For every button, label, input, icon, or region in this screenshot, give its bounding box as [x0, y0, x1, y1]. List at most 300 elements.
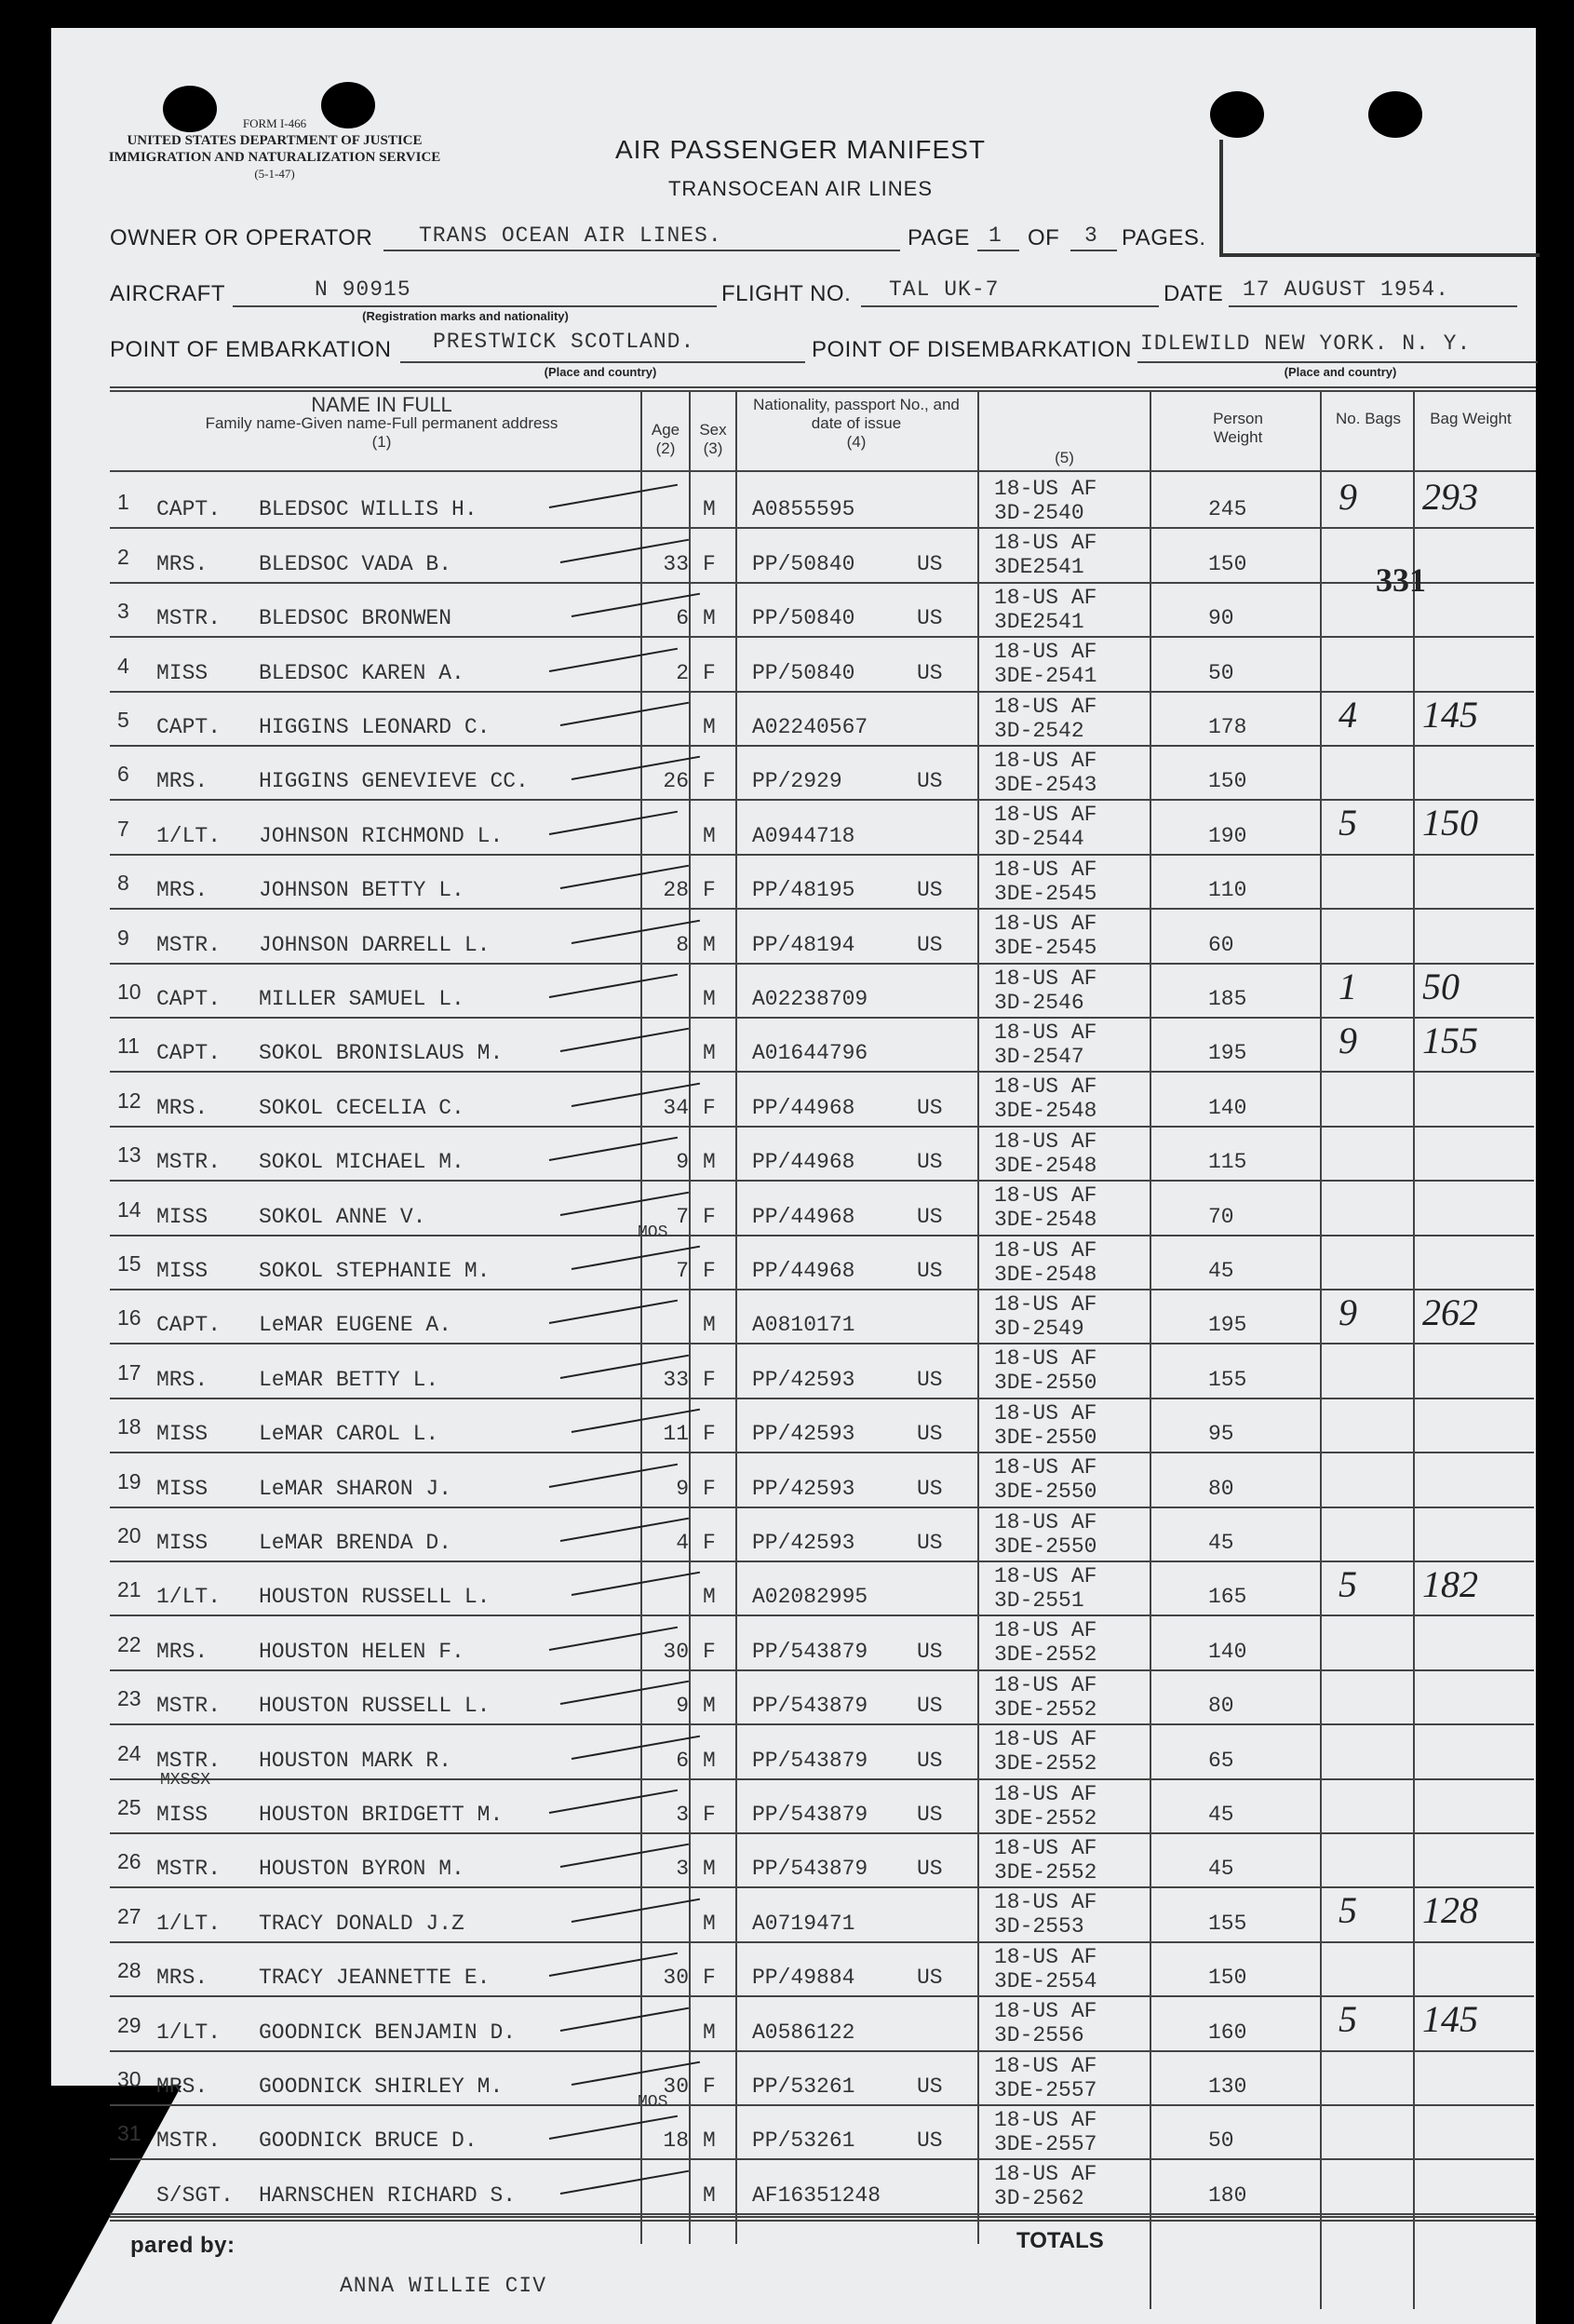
- row-col5-line2: 3DE2541: [994, 555, 1084, 580]
- row-bag-weight: 182: [1422, 1563, 1478, 1605]
- row-country: US: [917, 878, 943, 903]
- row-passport: PP/42593: [752, 1531, 855, 1555]
- row-title: MSTR.: [156, 1694, 222, 1719]
- row-passport: PP/50840: [752, 551, 855, 576]
- row-divider: [110, 1669, 1534, 1671]
- row-title: S/SGT.: [156, 2182, 234, 2208]
- row-title: 1/LT.: [156, 2020, 222, 2045]
- row-divider: [110, 1289, 1534, 1290]
- row-number: 12: [117, 1088, 141, 1113]
- col-header-nationality-label: Nationality, passport No., and date of issue: [753, 396, 960, 432]
- row-col5-line2: 3DE-2550: [994, 1480, 1097, 1505]
- row-number: 22: [117, 1631, 141, 1656]
- row-sex: M: [703, 1694, 716, 1719]
- col-divider-sex: [689, 391, 691, 2244]
- row-name: LeMAR BETTY L.: [259, 1367, 439, 1392]
- row-col5-line1: 18-US AF: [994, 640, 1097, 665]
- row-person-weight: 90: [1208, 606, 1234, 631]
- row-name: SOKOL ANNE V.: [259, 1204, 426, 1229]
- row-col5-line1: 18-US AF: [994, 912, 1097, 937]
- row-sex: F: [703, 1367, 716, 1392]
- row-sex: F: [703, 1966, 716, 1991]
- col-header-name-title: NAME IN FULL: [311, 393, 452, 416]
- row-col5-line1: 18-US AF: [994, 2053, 1097, 2078]
- row-number: 30: [117, 2067, 141, 2091]
- col-header-sex-label: Sex: [699, 421, 727, 439]
- row-col5-line2: 3D-2547: [994, 1045, 1084, 1069]
- row-number: 14: [117, 1196, 141, 1222]
- row-title: MRS.: [156, 2074, 209, 2099]
- row-col5-line1: 18-US AF: [994, 2108, 1097, 2132]
- row-bag-weight: 145: [1422, 693, 1478, 736]
- of-label: OF: [1028, 225, 1060, 250]
- row-passport: PP/50840: [752, 660, 855, 685]
- embarkation-value: PRESTWICK SCOTLAND.: [433, 330, 695, 354]
- row-col5-line1: 18-US AF: [994, 2162, 1097, 2187]
- aircraft-label: AIRCRAFT: [110, 281, 225, 306]
- row-country: US: [917, 1095, 943, 1120]
- row-col5-line1: 18-US AF: [994, 1999, 1097, 2024]
- row-name: HIGGINS GENEVIEVE CC.: [259, 769, 529, 794]
- row-number: 6: [117, 762, 129, 787]
- row-passport: PP/543879: [752, 1694, 868, 1719]
- row-country: US: [917, 1694, 943, 1719]
- row-passport: PP/53261: [752, 2074, 855, 2099]
- row-col5-line1: 18-US AF: [994, 1074, 1097, 1100]
- row-passport: PP/543879: [752, 1803, 868, 1827]
- row-name: HARNSCHEN RICHARD S.: [259, 2182, 517, 2208]
- row-col5-line2: 3DE-2548: [994, 1153, 1097, 1178]
- col-header-person-weight: Person Weight: [1213, 410, 1263, 446]
- row-divider: [110, 745, 1534, 747]
- row-passport: PP/42593: [752, 1476, 855, 1501]
- row-name: TRACY JEANNETTE E.: [259, 1966, 491, 1991]
- row-col5-line2: 3DE-2548: [994, 1208, 1097, 1233]
- col-header-age: [642, 421, 689, 458]
- row-divider: [110, 1941, 1534, 1943]
- row-title: MRS.: [156, 878, 209, 903]
- row-name: LeMAR SHARON J.: [259, 1476, 452, 1501]
- row-number: 20: [117, 1523, 141, 1547]
- row-sex: F: [703, 1639, 716, 1664]
- row-title-note: MXSSX: [160, 1770, 211, 1790]
- row-col5-line2: 3DE-2557: [994, 2077, 1097, 2102]
- row-person-weight: 45: [1208, 1531, 1234, 1555]
- row-person-weight: 245: [1208, 497, 1247, 522]
- row-sex: F: [703, 1803, 716, 1827]
- row-divider: [110, 2050, 1534, 2052]
- row-col5-line2: 3DE-2554: [994, 1968, 1097, 1993]
- row-col5-line1: 18-US AF: [994, 857, 1097, 882]
- row-country: US: [917, 660, 943, 685]
- totals-top-border: [110, 2216, 1536, 2218]
- row-number: 11: [117, 1034, 140, 1059]
- prepared-by-label: pared by:: [130, 2233, 235, 2258]
- row-number: 19: [117, 1468, 141, 1493]
- row-age: 30: [663, 1639, 689, 1664]
- row-divider: [110, 1561, 1534, 1562]
- col-header-bags: No. Bags: [1336, 410, 1401, 427]
- owner-value: TRANS OCEAN AIR LINES.: [419, 223, 722, 248]
- row-col5-line2: 3D-2546: [994, 990, 1084, 1015]
- row-sex: F: [703, 551, 716, 576]
- date-label: DATE: [1164, 281, 1224, 306]
- table-top-border: [110, 386, 1536, 388]
- table-header-border: [110, 470, 1536, 472]
- row-title: MSTR.: [156, 1857, 222, 1882]
- row-title: MISS: [156, 1476, 209, 1501]
- row-person-weight: 50: [1208, 660, 1234, 685]
- row-name: GOODNICK BRUCE D.: [259, 2128, 478, 2154]
- row-title: MRS.: [156, 1367, 209, 1392]
- row-country: US: [917, 2074, 943, 2099]
- aircraft-underline: [233, 305, 717, 307]
- row-age: 30: [663, 1966, 689, 1991]
- row-name: BLEDSOC BRONWEN: [259, 606, 452, 631]
- row-country: US: [917, 1422, 943, 1447]
- row-age: 9: [676, 1150, 689, 1175]
- row-number: 10: [117, 980, 141, 1004]
- row-divider: [110, 1886, 1534, 1888]
- row-sex: M: [703, 2020, 716, 2045]
- row-age: 33: [663, 551, 689, 576]
- row-passport: AF16351248: [752, 2182, 881, 2208]
- row-age: 11: [663, 1422, 689, 1447]
- row-col5-line2: 3D-2551: [994, 1588, 1084, 1613]
- row-person-weight: 130: [1208, 2074, 1247, 2099]
- row-passport: PP/44968: [752, 1204, 855, 1229]
- row-bags: 9: [1339, 476, 1357, 518]
- row-person-weight: 150: [1208, 769, 1247, 794]
- row-col5-line2: 3DE-2552: [994, 1751, 1097, 1777]
- row-number: 26: [117, 1849, 141, 1874]
- row-country: US: [917, 1204, 943, 1229]
- row-person-weight: 50: [1208, 2128, 1234, 2154]
- row-name: HOUSTON MARK R.: [259, 1748, 452, 1773]
- row-name: JOHNSON RICHMOND L.: [259, 823, 504, 848]
- col-header-age-label: Age: [651, 421, 680, 439]
- row-col5-line1: 18-US AF: [994, 1128, 1097, 1154]
- row-country: US: [917, 932, 943, 957]
- row-divider: [110, 1778, 1534, 1780]
- row-title: MISS: [156, 1259, 209, 1283]
- row-divider: [110, 1507, 1534, 1508]
- row-age: 4: [676, 1531, 689, 1555]
- row-title: MRS.: [156, 1966, 209, 1991]
- row-col5-line1: 18-US AF: [994, 477, 1097, 501]
- embarkation-label: POINT OF EMBARKATION: [110, 337, 392, 362]
- row-bags: 9: [1339, 1291, 1357, 1333]
- row-col5-line2: 3DE-2545: [994, 936, 1097, 961]
- row-col5-line1: 18-US AF: [994, 1400, 1097, 1425]
- row-person-weight: 80: [1208, 1694, 1234, 1719]
- row-person-weight: 60: [1208, 932, 1234, 957]
- row-divider: [110, 1995, 1534, 1997]
- row-name: JOHNSON DARRELL L.: [259, 932, 491, 957]
- row-sex: M: [703, 2128, 716, 2154]
- owner-underline: [383, 250, 900, 251]
- row-col5-line1: 18-US AF: [994, 1836, 1097, 1860]
- row-name: GOODNICK BENJAMIN D.: [259, 2020, 517, 2045]
- row-name: HIGGINS LEONARD C.: [259, 715, 491, 739]
- row-col5-line1: 18-US AF: [994, 1346, 1097, 1371]
- row-title: CAPT.: [156, 715, 222, 739]
- row-sex: M: [703, 497, 716, 522]
- row-col5-line2: 3DE-2550: [994, 1425, 1097, 1450]
- row-col5-line2: 3D-2549: [994, 1317, 1084, 1341]
- row-col5-line2: 3DE-2541: [994, 664, 1097, 689]
- row-person-weight: 150: [1208, 1966, 1247, 1991]
- row-person-weight: 185: [1208, 987, 1247, 1011]
- row-col5-line2: 3DE-2548: [994, 1262, 1097, 1287]
- row-country: US: [917, 1966, 943, 1991]
- row-sex: M: [703, 1857, 716, 1882]
- row-divider: [110, 527, 1534, 529]
- row-age: 9: [676, 1476, 689, 1501]
- row-passport: A0855595: [752, 497, 855, 522]
- row-passport: PP/48194: [752, 932, 855, 957]
- row-bags: 5: [1339, 802, 1357, 844]
- row-name: LeMAR EUGENE A.: [259, 1313, 452, 1338]
- row-sex: M: [703, 1313, 716, 1338]
- row-number: 27: [117, 1903, 141, 1928]
- row-country: US: [917, 1150, 943, 1175]
- row-col5-line1: 18-US AF: [994, 749, 1097, 773]
- row-title: MISS: [156, 1422, 209, 1447]
- row-passport: PP/543879: [752, 1639, 868, 1664]
- row-bag-weight: 262: [1422, 1291, 1478, 1333]
- col-header-nationality-num: (4): [846, 433, 867, 451]
- row-name: HOUSTON RUSSELL L.: [259, 1694, 491, 1719]
- totals-top-border-2: [110, 2220, 1536, 2222]
- row-col5-line2: 3DE-2550: [994, 1371, 1097, 1396]
- col-header-name-num: (1): [371, 433, 392, 451]
- row-col5-line1: 18-US AF: [994, 531, 1097, 556]
- row-number: 7: [117, 816, 129, 841]
- form-header: [107, 115, 442, 182]
- row-col5-line2: 3DE-2552: [994, 1805, 1097, 1831]
- row-person-weight: 115: [1208, 1150, 1247, 1175]
- punch-hole-right-1: [1210, 91, 1264, 138]
- row-col5-line1: 18-US AF: [994, 803, 1097, 828]
- row-sex: M: [703, 1041, 716, 1066]
- col-divider-nat: [735, 391, 737, 2244]
- row-person-weight: 70: [1208, 1204, 1234, 1229]
- row-title: CAPT.: [156, 1041, 222, 1066]
- row-sex: M: [703, 2182, 716, 2208]
- flight-label: FLIGHT NO.: [721, 281, 852, 306]
- row-number: 16: [117, 1305, 141, 1331]
- row-number: 21: [117, 1577, 141, 1602]
- row-divider: [110, 2213, 1534, 2215]
- row-name: LeMAR BRENDA D.: [259, 1531, 452, 1555]
- page-label: PAGE: [908, 225, 970, 250]
- row-person-weight: 195: [1208, 1041, 1247, 1066]
- handwritten-note: 331: [1376, 561, 1426, 599]
- row-country: US: [917, 1259, 943, 1283]
- of-value: 3: [1084, 223, 1098, 248]
- row-person-weight: 140: [1208, 1095, 1247, 1120]
- row-bag-weight: 145: [1422, 1998, 1478, 2041]
- row-passport: PP/48195: [752, 878, 855, 903]
- col-header-bag-weight: Bag Weight: [1430, 410, 1512, 427]
- row-sex: F: [703, 1095, 716, 1120]
- row-name: TRACY DONALD J.Z: [259, 1911, 464, 1936]
- row-country: US: [917, 2128, 943, 2154]
- row-bags: 5: [1339, 1889, 1357, 1932]
- row-title: MRS.: [156, 1095, 209, 1120]
- row-divider: [110, 2158, 1534, 2160]
- row-age-note: MOS: [638, 2093, 668, 2112]
- page-underline: [977, 250, 1019, 251]
- row-sex: F: [703, 660, 716, 685]
- row-title: MSTR.: [156, 606, 222, 631]
- row-divider: [110, 1071, 1534, 1073]
- row-sex: M: [703, 1150, 716, 1175]
- row-col5-line1: 18-US AF: [994, 1781, 1097, 1806]
- corner-bracket: [1219, 140, 1540, 257]
- row-col5-line2: 3DE-2548: [994, 1099, 1097, 1124]
- row-sex: F: [703, 2074, 716, 2099]
- row-name: BLEDSOC VADA B.: [259, 551, 452, 576]
- row-divider: [110, 1180, 1534, 1182]
- row-sex: M: [703, 987, 716, 1011]
- row-title: MSTR.: [156, 2128, 222, 2154]
- row-person-weight: 80: [1208, 1476, 1234, 1501]
- row-person-weight: 150: [1208, 551, 1247, 576]
- row-title: MISS: [156, 1803, 209, 1827]
- row-name: BLEDSOC WILLIS H.: [259, 497, 478, 522]
- row-title: CAPT.: [156, 497, 222, 522]
- row-col5-line2: 3D-2562: [994, 2186, 1084, 2211]
- row-title: MRS.: [156, 551, 209, 576]
- row-col5-line1: 18-US AF: [994, 1890, 1097, 1915]
- row-number: 31: [117, 2121, 141, 2146]
- row-age: 30: [663, 2074, 689, 2099]
- row-person-weight: 45: [1208, 1259, 1234, 1283]
- row-age: 3: [676, 1857, 689, 1882]
- col-divider-bags: [1320, 391, 1322, 2309]
- row-col5-line2: 3DE-2552: [994, 1642, 1097, 1668]
- row-person-weight: 155: [1208, 1367, 1247, 1392]
- row-passport: A0719471: [752, 1911, 855, 1936]
- row-number: 18: [117, 1414, 141, 1439]
- form-department: UNITED STATES DEPARTMENT OF JUSTICE: [127, 133, 423, 148]
- col-header-name: [130, 393, 633, 452]
- row-col5-line2: 3D-2544: [994, 827, 1084, 852]
- row-bags: 1: [1339, 965, 1357, 1007]
- pages-label: PAGES.: [1122, 225, 1206, 250]
- date-value: 17 AUGUST 1954.: [1243, 277, 1450, 302]
- row-bag-weight: 128: [1422, 1889, 1478, 1932]
- row-bags: 5: [1339, 1998, 1357, 2041]
- totals-label: TOTALS: [1016, 2228, 1104, 2253]
- row-sex: M: [703, 1911, 716, 1936]
- row-sex: F: [703, 1259, 716, 1283]
- row-country: US: [917, 551, 943, 576]
- row-name: MILLER SAMUEL L.: [259, 987, 464, 1011]
- row-col5-line2: 3DE2541: [994, 609, 1084, 634]
- col-header-nationality: [745, 396, 968, 452]
- row-divider: [110, 1235, 1534, 1236]
- form-date: (5-1-47): [254, 167, 295, 181]
- row-divider: [110, 582, 1534, 584]
- row-passport: PP/42593: [752, 1367, 855, 1392]
- row-age-note: MOS: [638, 1223, 668, 1242]
- row-country: US: [917, 1476, 943, 1501]
- disembarkation-underline: [1137, 361, 1538, 363]
- row-passport: PP/42593: [752, 1422, 855, 1447]
- row-divider: [110, 1343, 1534, 1344]
- row-col5-line2: 3DE-2550: [994, 1534, 1097, 1559]
- col-divider-age: [640, 391, 642, 2244]
- row-person-weight: 190: [1208, 823, 1247, 848]
- row-passport: PP/44968: [752, 1259, 855, 1283]
- row-number: 1: [117, 490, 129, 515]
- row-name: HOUSTON BYRON M.: [259, 1857, 464, 1882]
- row-person-weight: 160: [1208, 2020, 1247, 2045]
- row-age: 34: [663, 1095, 689, 1120]
- row-sex: M: [703, 823, 716, 848]
- row-person-weight: 45: [1208, 1857, 1234, 1882]
- row-number: 25: [117, 1795, 141, 1819]
- flight-value: TAL UK-7: [889, 277, 1000, 302]
- row-passport: PP/2929: [752, 769, 842, 794]
- row-passport: PP/543879: [752, 1857, 868, 1882]
- row-age: 3: [676, 1803, 689, 1827]
- row-title: CAPT.: [156, 1313, 222, 1338]
- row-age: 9: [676, 1694, 689, 1719]
- row-country: US: [917, 1803, 943, 1827]
- disembarkation-note: (Place and country): [1284, 365, 1397, 379]
- row-person-weight: 165: [1208, 1585, 1247, 1610]
- table-top-border-2: [110, 390, 1536, 392]
- row-col5-line2: 3DE-2552: [994, 1860, 1097, 1885]
- row-age: 28: [663, 878, 689, 903]
- manifest-subtitle: TRANSOCEAN AIR LINES: [667, 177, 934, 200]
- row-sex: F: [703, 1422, 716, 1447]
- row-age: 6: [676, 1748, 689, 1773]
- disembarkation-value: IDLEWILD NEW YORK. N. Y.: [1140, 331, 1472, 356]
- row-country: US: [917, 1531, 943, 1555]
- flight-underline: [861, 305, 1159, 307]
- col-header-age-num: (2): [655, 439, 676, 457]
- row-sex: M: [703, 1748, 716, 1773]
- row-col5-line2: 3D-2556: [994, 2023, 1084, 2048]
- row-divider: [110, 908, 1534, 910]
- row-col5-line2: 3D-2540: [994, 501, 1084, 525]
- row-bag-weight: 155: [1422, 1020, 1478, 1061]
- row-name: JOHNSON BETTY L.: [259, 878, 464, 903]
- row-name: SOKOL MICHAEL M.: [259, 1150, 464, 1175]
- row-col5-line1: 18-US AF: [994, 1455, 1097, 1480]
- row-age: 26: [663, 769, 689, 794]
- col-divider-5: [977, 391, 979, 2244]
- row-divider: [110, 1452, 1534, 1453]
- row-title: MRS.: [156, 769, 209, 794]
- row-passport: PP/44968: [752, 1095, 855, 1120]
- page-value: 1: [989, 223, 1002, 248]
- disembarkation-label: POINT OF DISEMBARKATION: [812, 337, 1132, 362]
- row-divider: [110, 1615, 1534, 1616]
- row-name: LeMAR CAROL L.: [259, 1422, 439, 1447]
- row-number: 8: [117, 871, 129, 896]
- row-title: 1/LT.: [156, 1585, 222, 1610]
- row-col5-line1: 18-US AF: [994, 1292, 1097, 1317]
- row-col5-line1: 18-US AF: [994, 1727, 1097, 1752]
- row-name: SOKOL CECELIA C.: [259, 1095, 464, 1120]
- row-sex: F: [703, 1476, 716, 1501]
